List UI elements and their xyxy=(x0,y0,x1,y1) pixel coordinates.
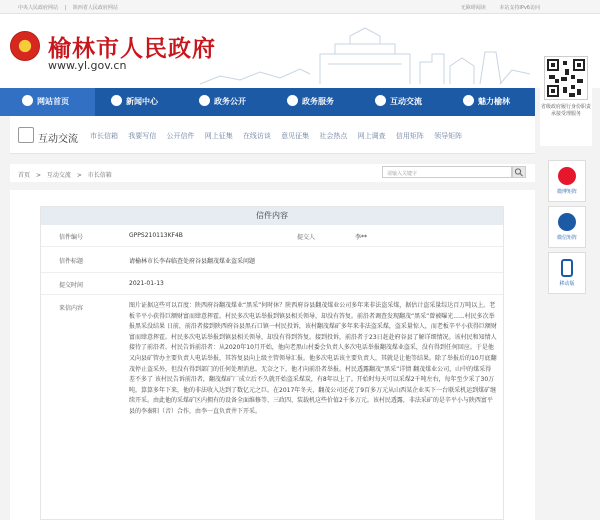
main-nav xyxy=(0,88,535,116)
submitter-value: 李** xyxy=(355,234,368,241)
sub-nav-links xyxy=(90,131,470,141)
search-button[interactable] xyxy=(512,166,526,178)
subnav-link-online-interview[interactable]: 在线访谈 xyxy=(242,132,271,140)
interaction-section-icon xyxy=(18,127,34,143)
weibo-matrix-button[interactable] xyxy=(548,160,586,202)
subnav-link-leader-matrix[interactable]: 领导矩阵 xyxy=(434,132,463,140)
letter-number-row xyxy=(41,225,503,247)
subnav-link-online-collection[interactable]: 网上征集 xyxy=(204,132,233,140)
letter-date-label: 提交时间 xyxy=(59,282,84,289)
top-bar xyxy=(0,0,600,14)
letter-content-row xyxy=(41,295,503,520)
site-name[interactable]: 榆林市人民政府 xyxy=(48,36,216,62)
accessible-reading-link[interactable]: 无障碍阅读 xyxy=(460,5,486,11)
gear-icon xyxy=(199,95,210,106)
letter-date-row xyxy=(41,273,503,295)
home-icon xyxy=(22,95,33,106)
sub-nav xyxy=(10,116,535,154)
subnav-link-online-survey[interactable]: 网上调查 xyxy=(357,132,386,140)
section-title: 互动交流 xyxy=(38,134,78,145)
chat-icon xyxy=(375,95,386,106)
nav-interaction-label: 互动交流 xyxy=(390,97,422,106)
site-url: www.yl.gov.cn xyxy=(48,59,127,72)
letter-panel xyxy=(10,190,535,520)
star-icon xyxy=(463,95,474,106)
breadcrumb-sep: > xyxy=(76,172,82,179)
site-header xyxy=(0,14,600,88)
mobile-version-button[interactable] xyxy=(548,252,586,294)
subnav-link-mayor-mailbox[interactable]: 市长信箱 xyxy=(90,132,118,140)
search-input[interactable]: 请输入关键字 xyxy=(382,166,512,178)
search-icon xyxy=(513,167,525,177)
subnav-link-public-letters[interactable]: 公开信件 xyxy=(166,132,195,140)
subnav-link-credit-matrix[interactable]: 信用矩阵 xyxy=(395,132,424,140)
nav-services[interactable] xyxy=(271,88,359,116)
nav-gov-affairs-label: 政务公开 xyxy=(214,97,246,106)
nav-services-label: 政务服务 xyxy=(302,97,334,106)
wechat-matrix-label: 微信矩阵 xyxy=(556,235,577,241)
subnav-link-hot-topics[interactable]: 社会热点 xyxy=(319,132,348,140)
breadcrumb-sep: > xyxy=(35,172,41,179)
wechat-icon xyxy=(558,213,576,231)
nav-interaction[interactable] xyxy=(359,88,447,116)
nav-charm-label: 魅力榆林 xyxy=(478,97,510,106)
letter-card xyxy=(40,206,504,520)
letter-title-value: 请榆林市长李春临查处府谷县翻茂煤业盗采问题 xyxy=(129,258,256,265)
breadcrumb-mailbox[interactable]: 市长信箱 xyxy=(87,172,112,179)
breadcrumb-home[interactable]: 首页 xyxy=(18,172,31,179)
submitter-label: 提交人 xyxy=(297,234,316,241)
ipv6-support-text: 本站支持IPv6访问 xyxy=(499,5,540,11)
letter-number-value: GPPS210113KF4B xyxy=(129,232,183,239)
nav-charm[interactable] xyxy=(447,88,535,116)
letter-content-text: 图片证据这些可以百度：陕西府谷翻茂煤业“黑采”何时休？陕西府谷县翻茂煤业公司多年来非法盗采煤，据估计盗采量综达百万吨以上。老板辛平小获得巨额财富而肆意挥霍。村民多次电话举报到镇县相关领导，却没有答复。前沿者调查发现翻茂“黑采”曾被曝光......村民多次举报黑采没结果 日前，前沿者接到陕西府谷县黑石口镇一村民投诉，该村翻茂煤矿多年来非法盗采煤，盗采量惊人，而老板辛平小获得巨额财富而肆意挥霍。村民多次电话举报到镇县相关领导，却没有得到答复。接到投诉，前沿者于23日赶赴府谷县了解详细情况。该村民和知情人接待了前沿者。村民告诉前沿者：从2020年10月开始，他向老黑山村委会负责人多次电话举报翻茂煤业盗采，没有得到任何回应。于是他又向县矿管办主要负责人电话举报，其答复县向上级主管领导汇报。他多次电话该主要负责人，其就是让他等结果。除了举报后的10月底翻茂停止盗采外，但没有得到部门的任何处理消息。无奈之下，他才向前沿者举报。村民透露翻茂“黑采”详情 翻茂煤业公司，山中的煤采得差不多了 该村民告诉前沿者，翻茂煤矿厂成立后不久就开始盗采煤炭，有8年以上了。开始时每天可以采煤2千吨左右，每年至少采了30万吨。算算多年下来，他的非法收入达到了数亿元之巨。在2017年冬天，翻茂公司还花了9百多万元从山西某企业买下一台联采机运到煤矿继续开采。由此他的采煤矿区内拥有的设备全面维修等、三政四、装载机这些价值2千多万元。该村民透露，非法采矿的是辛平小与陕西富平县的李秦阳（音）合作，由李一直负责井下开采。 xyxy=(129,302,497,415)
nav-home-label: 网站首页 xyxy=(37,97,69,106)
city-skyline-illustration xyxy=(200,14,530,88)
letter-title-label: 信件标题 xyxy=(59,258,84,265)
national-emblem-icon xyxy=(10,31,40,61)
provincial-gov-link[interactable]: 陕西省人民政府网站 xyxy=(72,5,118,11)
service-icon xyxy=(287,95,298,106)
letter-card-header: 信件内容 xyxy=(41,207,503,225)
wechat-matrix-button[interactable] xyxy=(548,206,586,248)
nav-gov-affairs[interactable] xyxy=(183,88,271,116)
mobile-icon xyxy=(561,259,573,277)
letter-content-label: 来信内容 xyxy=(59,305,84,312)
letter-number-label: 信件编号 xyxy=(59,234,84,241)
nav-home[interactable] xyxy=(0,88,95,116)
qr-code-icon[interactable] xyxy=(544,56,588,100)
news-icon xyxy=(111,95,122,106)
central-gov-link[interactable]: 中央人民政府网站 xyxy=(18,5,59,11)
qr-code-panel xyxy=(540,52,592,146)
weibo-icon xyxy=(558,167,576,185)
breadcrumb-interaction[interactable]: 互动交流 xyxy=(46,172,71,179)
letter-date-value: 2021-01-13 xyxy=(129,280,164,287)
topbar-separator: | xyxy=(64,5,67,11)
nav-news-label: 新闻中心 xyxy=(126,97,158,106)
letter-title-row xyxy=(41,247,503,273)
subnav-link-opinion-collection[interactable]: 意见征集 xyxy=(281,132,310,140)
weibo-matrix-label: 微博矩阵 xyxy=(556,189,577,195)
mobile-version-label: 移动版 xyxy=(559,281,575,287)
subnav-link-write-letter[interactable]: 我要写信 xyxy=(128,132,157,140)
nav-news[interactable] xyxy=(95,88,183,116)
qr-caption: 省级政府履行身份职责承接受理服务 xyxy=(540,104,591,117)
